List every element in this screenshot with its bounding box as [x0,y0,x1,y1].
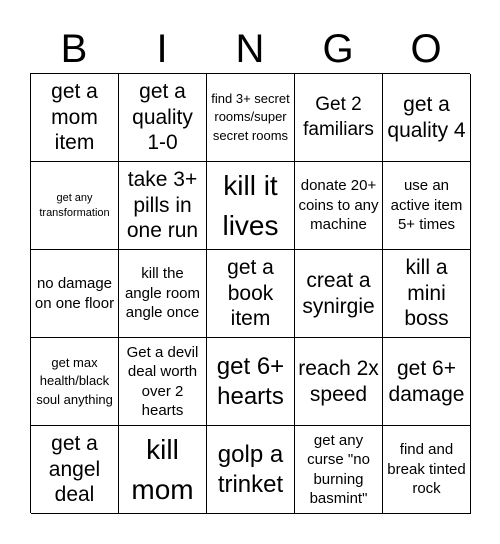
bingo-cell[interactable] [383,338,471,426]
header-letter-n: N [235,27,265,71]
cell-text: get a quality 4 [387,92,466,142]
bingo-cell[interactable] [207,338,295,426]
bingo-cell[interactable] [207,250,295,338]
bingo-cell[interactable] [31,162,119,250]
cell-text: donate 20+ coins to any machine [298,177,379,234]
cell-text: golp a trinket [217,441,284,498]
bingo-cell[interactable] [119,250,207,338]
header-letter-g: G [322,27,354,71]
bingo-cell[interactable] [31,338,119,426]
cell-text: Get a devil deal worth over 2 hearts [126,343,199,419]
bingo-cell[interactable] [207,426,295,514]
bingo-cell[interactable] [295,74,383,162]
cell-text: get any curse "no burning basmint" [307,431,370,507]
cell-text: get a quality 1-0 [132,80,193,155]
bingo-cell[interactable] [383,162,471,250]
bingo-cell[interactable] [207,74,295,162]
bingo-cell[interactable] [207,162,295,250]
cell-text: take 3+ pills in one run [126,168,199,243]
cell-text: use an active item 5+ times [390,177,463,234]
bingo-cell[interactable] [383,74,471,162]
cell-text: get a book item [227,256,274,331]
bingo-cell[interactable] [31,426,119,514]
cell-text: kill the angle room angle once [124,265,201,322]
bingo-cell[interactable] [31,250,119,338]
bingo-header [30,25,470,73]
header-letter-i: I [156,27,168,71]
cell-text: get max health/black soul anything [36,354,113,407]
bingo-cell[interactable] [295,162,383,250]
bingo-cell[interactable] [119,74,207,162]
bingo-cell[interactable] [295,338,383,426]
bingo-cell[interactable] [119,426,207,514]
cell-text: kill a mini boss [404,256,449,331]
cell-text: creat a synirgie [302,268,375,318]
cell-text: get 6+ hearts [216,353,285,410]
bingo-cell[interactable] [383,426,471,514]
header-letter-b: B [60,27,88,71]
bingo-cell[interactable] [383,250,471,338]
bingo-cell[interactable] [295,250,383,338]
cell-text: Get 2 familiars [303,93,374,140]
cell-text: kill it lives [222,170,279,241]
cell-text: get a mom item [51,80,98,155]
cell-text: find 3+ secret rooms/super secret rooms [211,90,290,143]
cell-text: get any transformation [39,192,110,219]
bingo-cell[interactable] [295,426,383,514]
bingo-cell[interactable] [119,338,207,426]
bingo-board [30,73,470,513]
bingo-cell[interactable] [119,162,207,250]
cell-text: reach 2x speed [298,356,379,406]
cell-text: no damage on one floor [34,275,115,312]
cell-text: get a angel deal [48,432,101,507]
bingo-cell[interactable] [31,74,119,162]
cell-text: find and break tinted rock [387,441,466,498]
cell-text: get 6+ damage [388,356,465,406]
header-letter-o: O [410,27,442,71]
cell-text: kill mom [131,434,194,505]
